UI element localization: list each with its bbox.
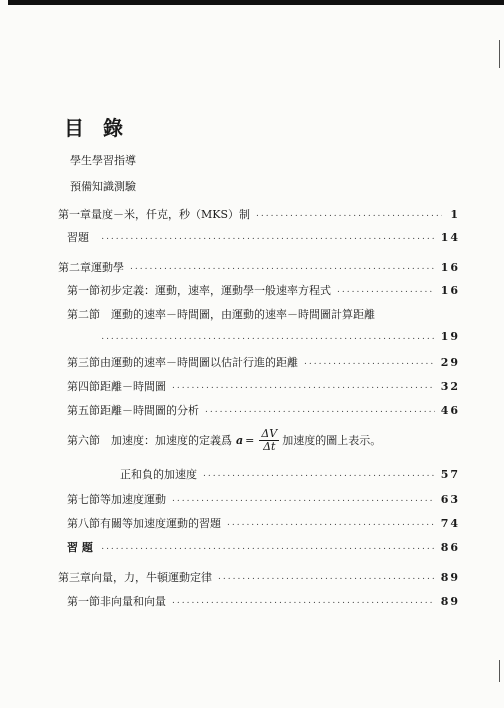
page-number: 74 <box>440 516 460 530</box>
dot-leader <box>218 572 435 582</box>
fraction-denominator: Δt <box>263 439 276 453</box>
toc-entry <box>58 466 460 482</box>
page-number: 89 <box>440 594 460 608</box>
dot-leader <box>172 381 435 391</box>
toc-entry <box>58 206 460 222</box>
dot-leader <box>256 209 442 219</box>
dot-leader <box>172 494 435 504</box>
entry-title: 初步定義：運動，速率，運動學一般速率方程式 <box>100 284 331 297</box>
equals-sign: = <box>245 433 255 447</box>
dot-leader <box>101 332 434 342</box>
entry-title: 正和負的加速度 <box>120 468 197 481</box>
toc-entry <box>58 515 460 531</box>
dot-leader <box>203 469 435 479</box>
page-number: 86 <box>440 540 460 554</box>
toc-entry <box>58 229 460 245</box>
page-title: 目 錄 <box>64 116 129 140</box>
dot-leader <box>172 596 435 606</box>
toc-entry <box>58 402 460 418</box>
page-number: 16 <box>440 260 460 274</box>
dot-leader <box>130 262 435 272</box>
fraction-numerator: ΔV <box>261 426 278 440</box>
dot-leader <box>101 542 434 552</box>
toc-entry <box>58 306 460 322</box>
margin-mark <box>499 660 500 682</box>
page-number: 89 <box>440 570 460 584</box>
toc-entry <box>58 426 460 454</box>
formula-fraction <box>259 428 279 453</box>
page-number: 32 <box>440 379 460 393</box>
section-label: 第一節 <box>67 595 100 608</box>
toc-entry-continuation <box>58 330 460 343</box>
page-number: 16 <box>440 283 460 297</box>
formula-suffix: 加速度的圖上表示。 <box>282 434 382 447</box>
toc-entry <box>58 378 460 394</box>
preface-item: 學生學習指導 <box>70 154 136 167</box>
entry-title: 運動的速率－時間圖，由運動的速率－時間圖計算距離 <box>111 308 375 321</box>
page-number: 14 <box>440 230 460 244</box>
toc-entry <box>58 282 460 298</box>
chapter-number: 第三章 <box>58 571 91 584</box>
preface-item: 預備知識測驗 <box>70 180 136 193</box>
margin-mark <box>499 40 500 68</box>
section-label: 第七節 <box>67 493 100 506</box>
entry-title: 量度－米，仟克，秒（MKS）制 <box>91 208 251 221</box>
acceleration-vector: a <box>236 433 244 447</box>
toc-entry <box>58 259 460 275</box>
section-label: 習題 <box>67 231 89 244</box>
page-number: 63 <box>440 492 460 506</box>
section-label: 第六節 <box>67 434 100 447</box>
dot-leader <box>205 405 435 415</box>
page-number: 29 <box>440 355 460 369</box>
entry-title: 向量，力，牛頓運動定律 <box>91 571 212 584</box>
entry-title: 距離－時間圖的分析 <box>100 404 199 417</box>
section-label: 第五節 <box>67 404 100 417</box>
page-number: 46 <box>440 403 460 417</box>
entry-title: 加速度：加速度的定義爲 <box>111 434 232 447</box>
section-label: 第一節 <box>67 284 100 297</box>
toc-entry <box>58 593 460 609</box>
entry-title: 非向量和向量 <box>100 595 166 608</box>
toc-entry <box>58 354 460 370</box>
page-number: 57 <box>440 467 460 481</box>
top-rule <box>8 0 504 5</box>
section-label: 第二節 <box>67 308 100 321</box>
toc-entry <box>58 539 460 555</box>
section-label: 習 題 <box>67 541 93 554</box>
chapter-number: 第一章 <box>58 208 91 221</box>
section-label: 第四節 <box>67 380 100 393</box>
section-label: 第八節 <box>67 517 100 530</box>
toc-entry <box>58 491 460 507</box>
dot-leader <box>337 285 435 295</box>
page-number: 19 <box>440 330 460 343</box>
dot-leader <box>101 232 434 242</box>
dot-leader <box>227 518 435 528</box>
entry-title: 由運動的速率－時間圖以估計行進的距離 <box>100 356 298 369</box>
entry-title: 等加速度運動 <box>100 493 166 506</box>
toc-entry <box>58 569 460 585</box>
page-number: 1 <box>450 207 460 221</box>
section-label: 第三節 <box>67 356 100 369</box>
dot-leader <box>304 357 435 367</box>
entry-title: 距離－時間圖 <box>100 380 166 393</box>
chapter-number: 第二章 <box>58 261 91 274</box>
entry-title: 有關等加速度運動的習題 <box>100 517 221 530</box>
entry-title: 運動學 <box>91 261 124 274</box>
